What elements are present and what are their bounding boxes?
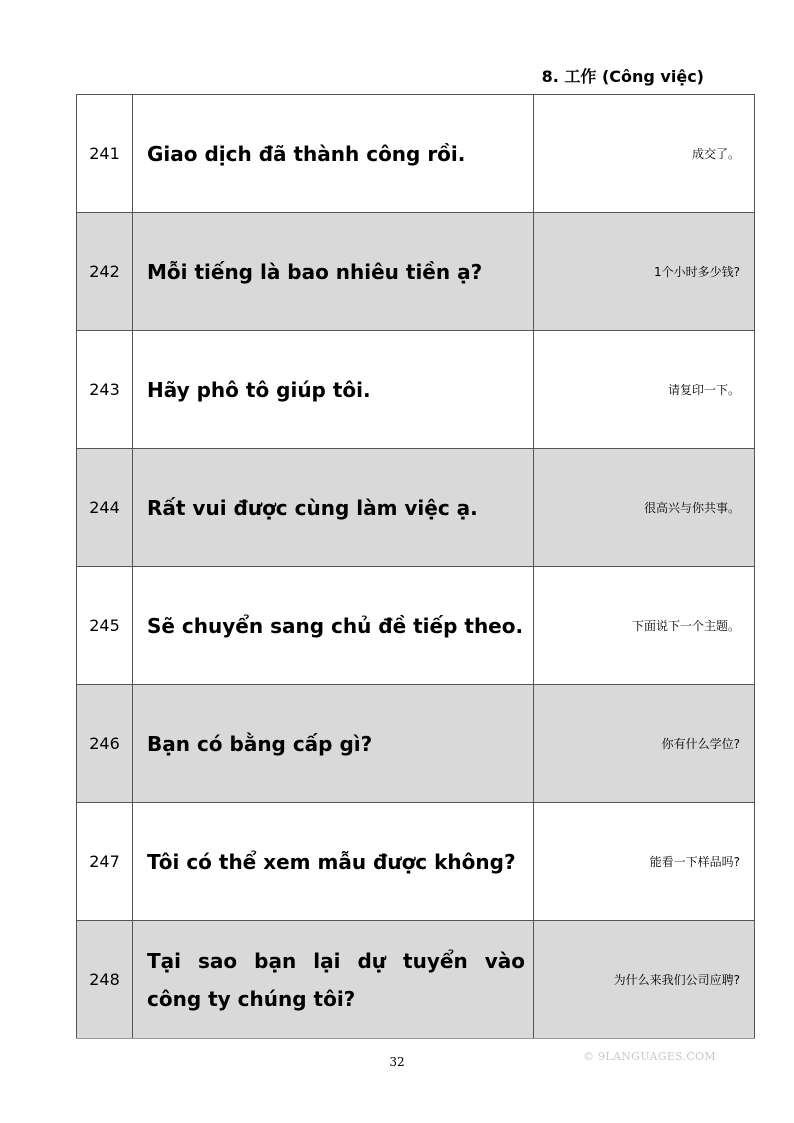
vietnamese-phrase: Sẽ chuyển sang chủ đề tiếp theo. <box>133 567 534 685</box>
vietnamese-phrase: Bạn có bằng cấp gì? <box>133 685 534 803</box>
chinese-translation: 1个小时多少钱? <box>534 213 755 331</box>
phrase-number: 242 <box>77 213 133 331</box>
vietnamese-phrase: Hãy phô tô giúp tôi. <box>133 331 534 449</box>
table-row <box>77 331 755 449</box>
table-row <box>77 449 755 567</box>
vietnamese-phrase: Mỗi tiếng là bao nhiêu tiền ạ? <box>133 213 534 331</box>
vietnamese-phrase: Tôi có thể xem mẫu được không? <box>133 803 534 921</box>
vietnamese-phrase: Giao dịch đã thành công rồi. <box>133 95 534 213</box>
chinese-translation: 下面说下一个主题。 <box>534 567 755 685</box>
chinese-translation: 很高兴与你共事。 <box>534 449 755 567</box>
chinese-translation: 请复印一下。 <box>534 331 755 449</box>
phrase-number: 247 <box>77 803 133 921</box>
table-row <box>77 213 755 331</box>
phrase-number: 245 <box>77 567 133 685</box>
section-title: 8. 工作 (Công việc) <box>541 67 704 86</box>
vietnamese-phrase: Rất vui được cùng làm việc ạ. <box>133 449 534 567</box>
table-row <box>77 685 755 803</box>
chinese-translation: 你有什么学位? <box>534 685 755 803</box>
phrase-table <box>76 94 755 1039</box>
chinese-translation: 为什么来我们公司应聘? <box>534 921 755 1039</box>
phrase-number: 248 <box>77 921 133 1039</box>
phrase-number: 243 <box>77 331 133 449</box>
table-row <box>77 803 755 921</box>
chinese-translation: 成交了。 <box>534 95 755 213</box>
vietnamese-phrase: Tại sao bạn lại dự tuyển vào công ty chúng tôi? <box>133 921 534 1039</box>
page-number: 32 <box>389 1055 405 1069</box>
table-row <box>77 567 755 685</box>
chinese-translation: 能看一下样品吗? <box>534 803 755 921</box>
table-row <box>77 921 755 1039</box>
phrase-number: 241 <box>77 95 133 213</box>
watermark: © 9LANGUAGES.COM <box>583 1050 716 1063</box>
table-row <box>77 95 755 213</box>
phrase-number: 246 <box>77 685 133 803</box>
phrase-number: 244 <box>77 449 133 567</box>
